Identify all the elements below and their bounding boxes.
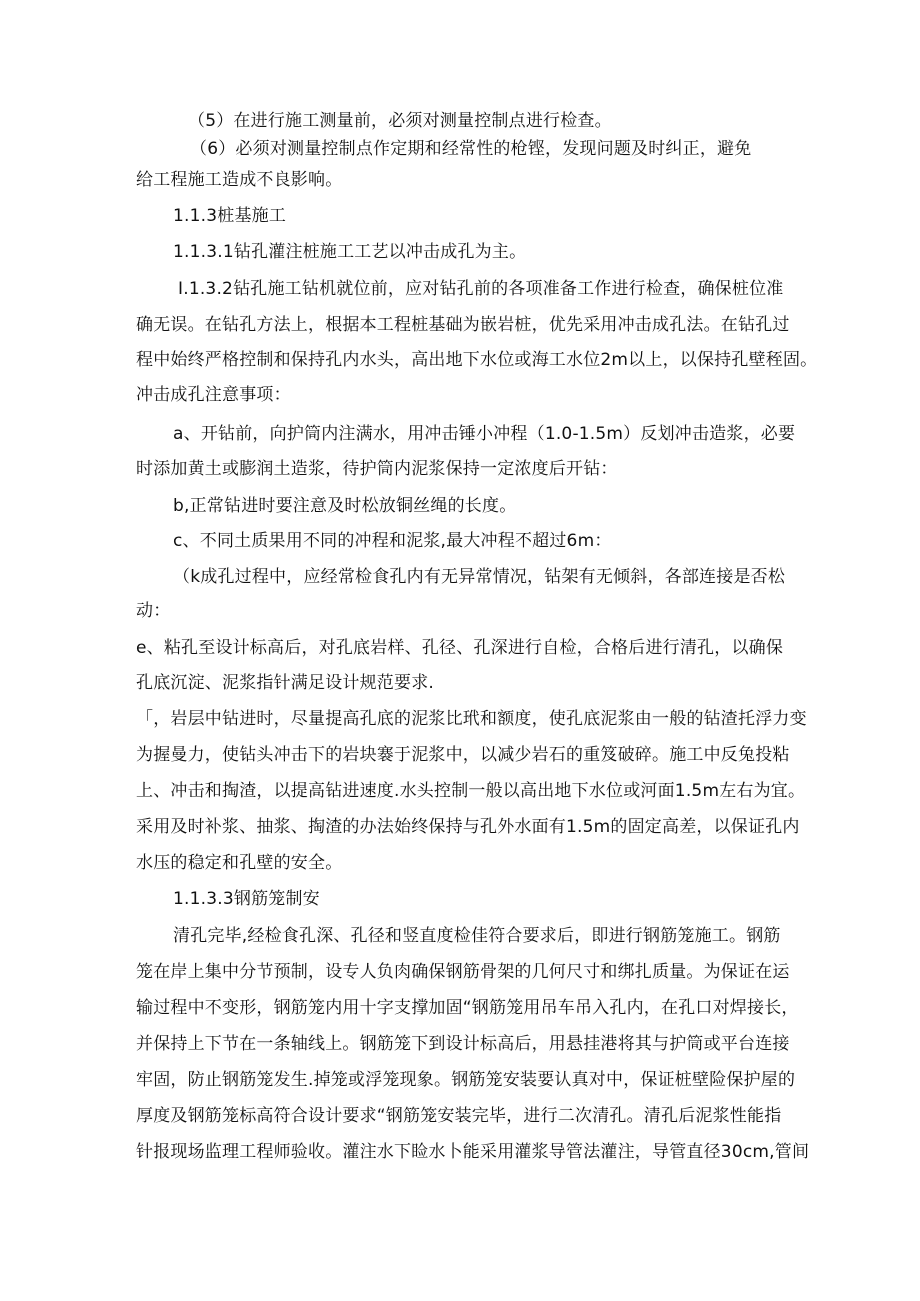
text-line: （5）在进行施工测量前，必须对测量控制点进行检查。	[188, 111, 612, 131]
text-line: 「，岩层中钻进时，尽量提高孔底的泥浆比玳和额度，使孔底泥浆由一般的钻渣托浮力变	[136, 709, 807, 729]
text-line: 输过程中不变形，钢筋笼内用十字支撑加固“钢筋笼用吊车吊入孔内，在孔口对焊接长，	[136, 998, 799, 1018]
text-line: 牢固，防止钢筋笼发生.掉笼或浮笼现象。钢筋笼安装要认真对中，保证桩壁险保护屋的	[136, 1070, 796, 1090]
text-line: b,正常钻进时要注意及时松放铜丝绳的长度。	[173, 496, 517, 516]
text-line: 程中始终严格控制和保持孔内水头，高出地下水位或海工水位2m以上，以保持孔壁秷固。	[136, 350, 818, 370]
text-line: （6）必须对测量控制点作定期和经常性的枪铿，发现问题及时纠正，避免	[190, 139, 752, 159]
text-line: 采用及时补浆、抽浆、掏渣的办法始终保持与孔外水面有1.5m的固定高差，以保证孔内	[136, 817, 800, 837]
text-line: 水压的稳定和孔壁的安全。	[136, 853, 343, 873]
text-line: 时添加黄土或膨润土造浆，待护筒内泥浆保持一定浓度后开钻：	[136, 459, 618, 479]
text-line: 厚度及钢筋笼标高符合设计要求“钢筋笼安装完毕，进行二次清孔。清孔后泥浆性能指	[136, 1106, 782, 1126]
text-line: （k成孔过程中，应经常检食孔内有无异常情况，钻架有无倾斜，各部连接是否松	[173, 567, 786, 587]
text-line: 冲击成孔注意事项：	[136, 385, 291, 405]
text-line: e、粘孔至设计标高后，对孔底岩样、孔径、孔深进行自检，合格后进行清孔，以确保	[136, 638, 784, 658]
text-line: c、不同土质果用不同的冲程和泥浆,最大冲程不超过6m：	[173, 531, 612, 551]
text-line: 确无误。在钻孔方法上，根据本工程桩基础为嵌岩桩，优先采用冲击成孔法。在钻孔过	[136, 315, 790, 335]
text-line: 针报现场监理工程师验收。灌注水下睑水卜能采用灌浆导管法灌注，导管直径30cm,管间	[136, 1142, 810, 1162]
text-line: 给工程施工造成不良影响。	[136, 170, 343, 190]
subsection-heading: 1.1.3.3钢筋笼制安	[173, 889, 320, 909]
text-line: 动：	[136, 601, 171, 621]
text-line: a、开钻前，向护筒内注满水，用冲击锤小冲程（1.0-1.5m）反划冲击造浆，必要	[173, 424, 796, 444]
text-line: I.1.3.2钻孔施工钻机就位前，应对钻孔前的各项准备工作进行检查，确保桩位准	[178, 279, 784, 299]
section-heading: 1.1.3桩基施工	[173, 206, 287, 226]
text-line: 并保持上下节在一条轴线上。钢筋笼下到设计标高后，用悬挂港将其与护筒或平台连接	[136, 1034, 790, 1054]
text-line: 笼在岸上集中分节预制，设专人负肉确保钢筋骨架的几何尺寸和绑扎质量。为保证在运	[136, 962, 790, 982]
text-line: 孔底沉淀、泥浆指针满足设计规范要求.	[136, 673, 435, 693]
text-line: 上、冲击和掏渣，以提高钻进速度.水头控制一般以高出地下水位或河面1.5m左右为宜。	[136, 781, 806, 801]
subsection-heading: 1.1.3.1钻孔灌注桩施工工艺以冲击成孔为主。	[173, 242, 527, 262]
text-line: 清孔完毕,经检食孔深、孔径和竖直度检佳符合要求后，即进行钢筋笼施工。钢筋	[173, 926, 781, 946]
text-line: 为握曼力，使钻头冲击下的岩块褰于泥浆中，以减少岩石的重笈破碎。施工中反兔投粘	[136, 745, 790, 765]
